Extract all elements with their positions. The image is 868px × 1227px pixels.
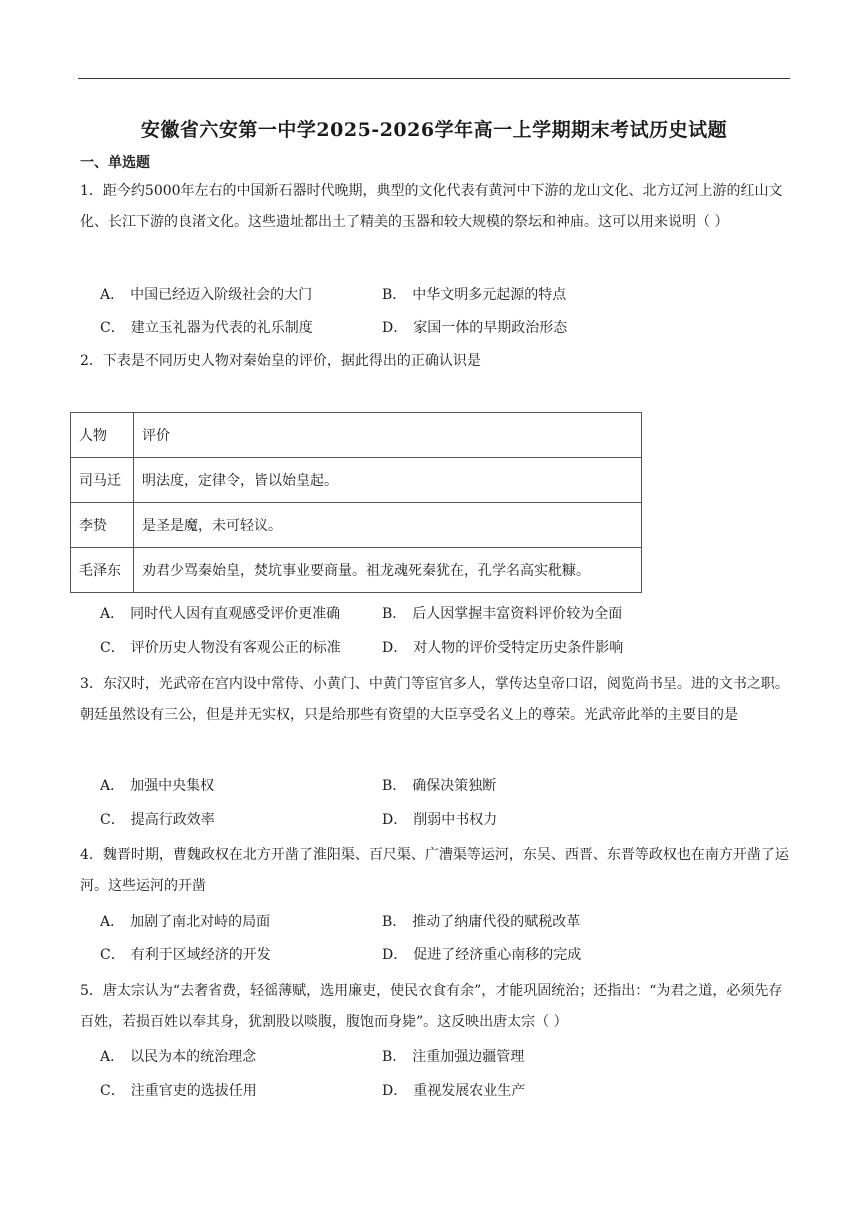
q5-option-c[interactable] xyxy=(100,1081,257,1101)
option-text: 后人因掌握丰富资料评价较为全面 xyxy=(412,606,623,622)
option-label: B． xyxy=(382,1049,407,1065)
option-label: D． xyxy=(382,1083,408,1099)
section-heading: 一、单选题 xyxy=(80,155,150,171)
q3-option-b[interactable] xyxy=(382,776,496,796)
table-cell: 明法度，定律令，皆以始皇起。 xyxy=(134,458,642,503)
option-label: A． xyxy=(100,606,125,622)
option-label: A． xyxy=(100,1049,125,1065)
option-label: D． xyxy=(382,812,408,828)
table-cell: 司马迁 xyxy=(71,458,134,503)
q2-option-b[interactable] xyxy=(382,604,622,624)
option-label: C． xyxy=(100,812,125,828)
option-text: 提高行政效率 xyxy=(130,812,215,828)
option-text: 重视发展农业生产 xyxy=(413,1083,526,1099)
option-text: 促进了经济重心南移的完成 xyxy=(413,947,582,963)
option-text: 注重加强边疆管理 xyxy=(412,1049,525,1065)
q2-option-d[interactable] xyxy=(382,638,623,658)
table-row xyxy=(71,503,642,548)
q1-option-a[interactable] xyxy=(100,285,312,305)
option-label: C． xyxy=(100,947,125,963)
q2-option-a[interactable] xyxy=(100,604,340,624)
option-text: 同时代人因有直观感受评价更准确 xyxy=(130,606,341,622)
table-row xyxy=(71,458,642,503)
option-label: D． xyxy=(382,947,408,963)
option-text: 建立玉礼器为代表的礼乐制度 xyxy=(130,320,313,336)
question-4-stem: 4．魏晋时期，曹魏政权在北方开凿了淮阳渠、百尺渠、广漕渠等运河，东吴、西晋、东晋等政权也在南方开凿了运河。这些运河的开凿 xyxy=(80,847,789,894)
q3-option-c[interactable] xyxy=(100,810,215,830)
q5-option-d[interactable] xyxy=(382,1081,525,1101)
option-label: A． xyxy=(100,287,125,303)
option-label: B． xyxy=(382,606,407,622)
option-text: 加剧了南北对峙的局面 xyxy=(130,914,271,930)
q2-option-c[interactable] xyxy=(100,638,341,658)
table-cell: 毛泽东 xyxy=(71,548,134,593)
question-3-stem: 3．东汉时，光武帝在宫内设中常侍、小黄门、中黄门等宦官多人，掌传达皇帝口诏，阅览尚书呈。进的文书之职。朝廷虽然设有三公，但是并无实权，只是给那些有资望的大臣享受名义上的尊荣。光武帝此举的主要目的是 xyxy=(80,676,789,723)
option-label: B． xyxy=(382,914,407,930)
option-text: 以民为本的统治理念 xyxy=(130,1049,257,1065)
question-5-stem: 5．唐太宗认为“去奢省费，轻徭薄赋，选用廉吏，使民衣食有余”，才能巩固统治；还指出：“为君之道，必须先存百姓，若损百姓以奉其身，犹割股以啖腹，腹饱而身毙”。这反映出唐太宗（ ） xyxy=(80,983,783,1030)
q3-option-a[interactable] xyxy=(100,776,214,796)
q4-option-d[interactable] xyxy=(382,945,581,965)
option-text: 确保决策独断 xyxy=(412,778,497,794)
option-text: 加强中央集权 xyxy=(130,778,215,794)
option-label: D． xyxy=(382,640,408,656)
option-text: 削弱中书权力 xyxy=(413,812,498,828)
option-label: C． xyxy=(100,1083,125,1099)
option-label: C． xyxy=(100,640,125,656)
q4-option-c[interactable] xyxy=(100,945,271,965)
q1-option-b[interactable] xyxy=(382,285,566,305)
option-text: 有利于区域经济的开发 xyxy=(130,947,271,963)
table-header-cell: 评价 xyxy=(134,413,642,458)
q4-option-b[interactable] xyxy=(382,912,580,932)
table-cell: 李贽 xyxy=(71,503,134,548)
q4-option-a[interactable] xyxy=(100,912,270,932)
option-text: 中国已经迈入阶级社会的大门 xyxy=(130,287,313,303)
header-rule xyxy=(78,78,790,79)
option-text: 评价历史人物没有客观公正的标准 xyxy=(130,640,341,656)
q3-option-d[interactable] xyxy=(382,810,497,830)
q5-option-a[interactable] xyxy=(100,1047,256,1067)
table-row xyxy=(71,548,642,593)
table-cell: 是圣是魔，未可轻议。 xyxy=(134,503,642,548)
option-text: 推动了纳庸代役的赋税改革 xyxy=(412,914,581,930)
document-title: 安徽省六安第一中学2025-2026学年高一上学期期末考试历史试题 xyxy=(140,119,728,141)
option-text: 对人物的评价受特定历史条件影响 xyxy=(413,640,624,656)
table-header-row xyxy=(71,413,642,458)
option-label: B． xyxy=(382,778,407,794)
evaluation-table xyxy=(70,412,642,593)
option-text: 家国一体的早期政治形态 xyxy=(413,320,568,336)
table-cell: 劝君少骂秦始皇，焚坑事业要商量。祖龙魂死秦犹在，孔学名高实秕糠。 xyxy=(134,548,642,593)
q1-option-c[interactable] xyxy=(100,318,313,338)
option-label: A． xyxy=(100,914,125,930)
option-label: C． xyxy=(100,320,125,336)
question-2-stem: 2．下表是不同历史人物对秦始皇的评价，据此得出的正确认识是 xyxy=(80,353,481,369)
option-label: D． xyxy=(382,320,408,336)
option-label: A． xyxy=(100,778,125,794)
option-text: 注重官吏的选拔任用 xyxy=(130,1083,257,1099)
table-header-cell: 人物 xyxy=(71,413,134,458)
q5-option-b[interactable] xyxy=(382,1047,524,1067)
option-label: B． xyxy=(382,287,407,303)
question-1-stem: 1．距今约5000年左右的中国新石器时代晚期，典型的文化代表有黄河中下游的龙山文化、北方辽河上游的红山文化、长江下游的良渚文化。这些遗址都出土了精美的玉器和较大规模的祭坛和神庙。这可以用来说明（ ） xyxy=(80,183,783,230)
q1-option-d[interactable] xyxy=(382,318,567,338)
option-text: 中华文明多元起源的特点 xyxy=(412,287,567,303)
